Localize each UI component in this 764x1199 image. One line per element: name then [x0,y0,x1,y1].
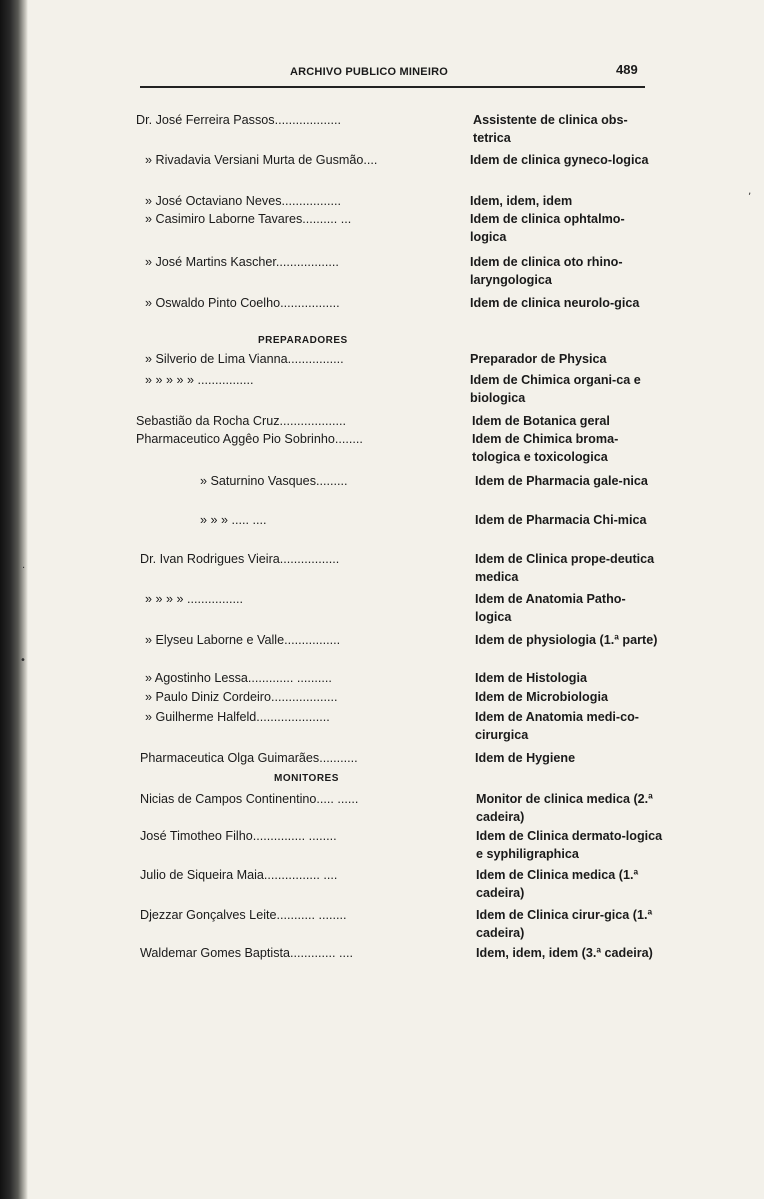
entry-role: Preparador de Physica [470,352,607,366]
entry-role: Idem de Pharmacia gale-nica [475,474,648,488]
entry-role: Idem de clinica neurolo-gica [470,296,640,310]
scan-speck: • [20,655,26,666]
entry-role: Idem de physiologia (1.ª parte) [475,633,658,647]
entry-name: » Rivadavia Versiani Murta de Gusmão.... [145,153,378,167]
entry-role: Idem de Histologia [475,671,587,685]
entry-name: » » » » ................ [145,592,243,606]
entry-name: Pharmaceutica Olga Guimarães........... [140,751,358,765]
entry-role: Idem de Clinica cirur-gica (1.ª cadeira) [476,908,653,940]
entry-role: Idem de clinica ophtalmo-logica [470,212,625,244]
entry-name: » José Octaviano Neves................. [145,194,341,208]
entry-name: » Elyseu Laborne e Valle................ [145,633,341,647]
entry-name: » José Martins Kascher.................. [145,255,339,269]
entry-role: Idem de Chimica organi-ca e biologica [470,373,641,405]
entry-name: » » » ..... .... [200,513,267,527]
running-header [140,62,660,82]
entry-role: Idem de Anatomia Patho-logica [475,592,626,624]
entry-role: Idem de Hygiene [475,751,576,765]
entry-name: Julio de Siqueira Maia................ .... [140,868,338,882]
entry-name: » Saturnino Vasques......... [200,474,348,488]
entry-role: Idem de clinica oto rhino-laryngologica [470,255,623,287]
entry-name: Pharmaceutico Aggêo Pio Sobrinho........ [136,432,363,446]
entry-role: Idem de clinica gyneco-logica [470,153,649,167]
entry-name: » Casimiro Laborne Tavares.......... ... [145,212,352,226]
section-heading-monitores: MONITORES [274,773,339,784]
scan-speck: . [22,560,26,571]
entry-name: » Paulo Diniz Cordeiro................... [145,690,338,704]
entry-name: Dr. Ivan Rodrigues Vieira................. [140,552,340,566]
header-title: ARCHIVO PUBLICO MINEIRO [290,66,448,78]
entry-name: Dr. José Ferreira Passos................... [136,113,342,127]
entry-role: Idem de Microbiologia [475,690,608,704]
header-rule [140,86,645,88]
entry-name: José Timotheo Filho............... ........ [140,829,337,843]
section-heading-preparadores: PREPARADORES [258,335,348,346]
entry-role: Idem de Pharmacia Chi-mica [475,513,647,527]
entry-role: Monitor de clinica medica (2.ª cadeira) [476,792,653,824]
scan-speck: ‚ [748,186,752,197]
entry-role: Idem de Anatomia medi-co-cirurgica [475,710,639,742]
entry-name: » » » » » ................ [145,373,254,387]
entry-name: » Oswaldo Pinto Coelho................. [145,296,340,310]
entry-role: Idem de Clinica prope-deutica medica [475,552,655,584]
entry-role: Idem de Clinica medica (1.ª cadeira) [476,868,639,900]
page-number: 489 [616,62,638,77]
entry-role: Idem, idem, idem (3.ª cadeira) [476,946,653,960]
entry-role: Assistente de clinica obs-tetrica [473,113,628,145]
entry-name: » Guilherme Halfeld..................... [145,710,330,724]
entry-role: Idem de Botanica geral [472,414,610,428]
page-binding-edge [0,0,28,1199]
entry-name: » Silverio de Lima Vianna................ [145,352,344,366]
entry-name: » Agostinho Lessa............. .......... [145,671,332,685]
entry-name: Sebastião da Rocha Cruz................... [136,414,346,428]
entry-role: Idem de Clinica dermato-logica e syphiligraphica [476,829,663,861]
entry-role: Idem, idem, idem [470,194,573,208]
entry-role: Idem de Chimica broma-tologica e toxicologica [472,432,619,464]
entry-name: Waldemar Gomes Baptista............. .... [140,946,353,960]
entry-name: Nicias de Campos Continentino..... ...... [140,792,359,806]
entry-name: Djezzar Gonçalves Leite........... ........ [140,908,347,922]
